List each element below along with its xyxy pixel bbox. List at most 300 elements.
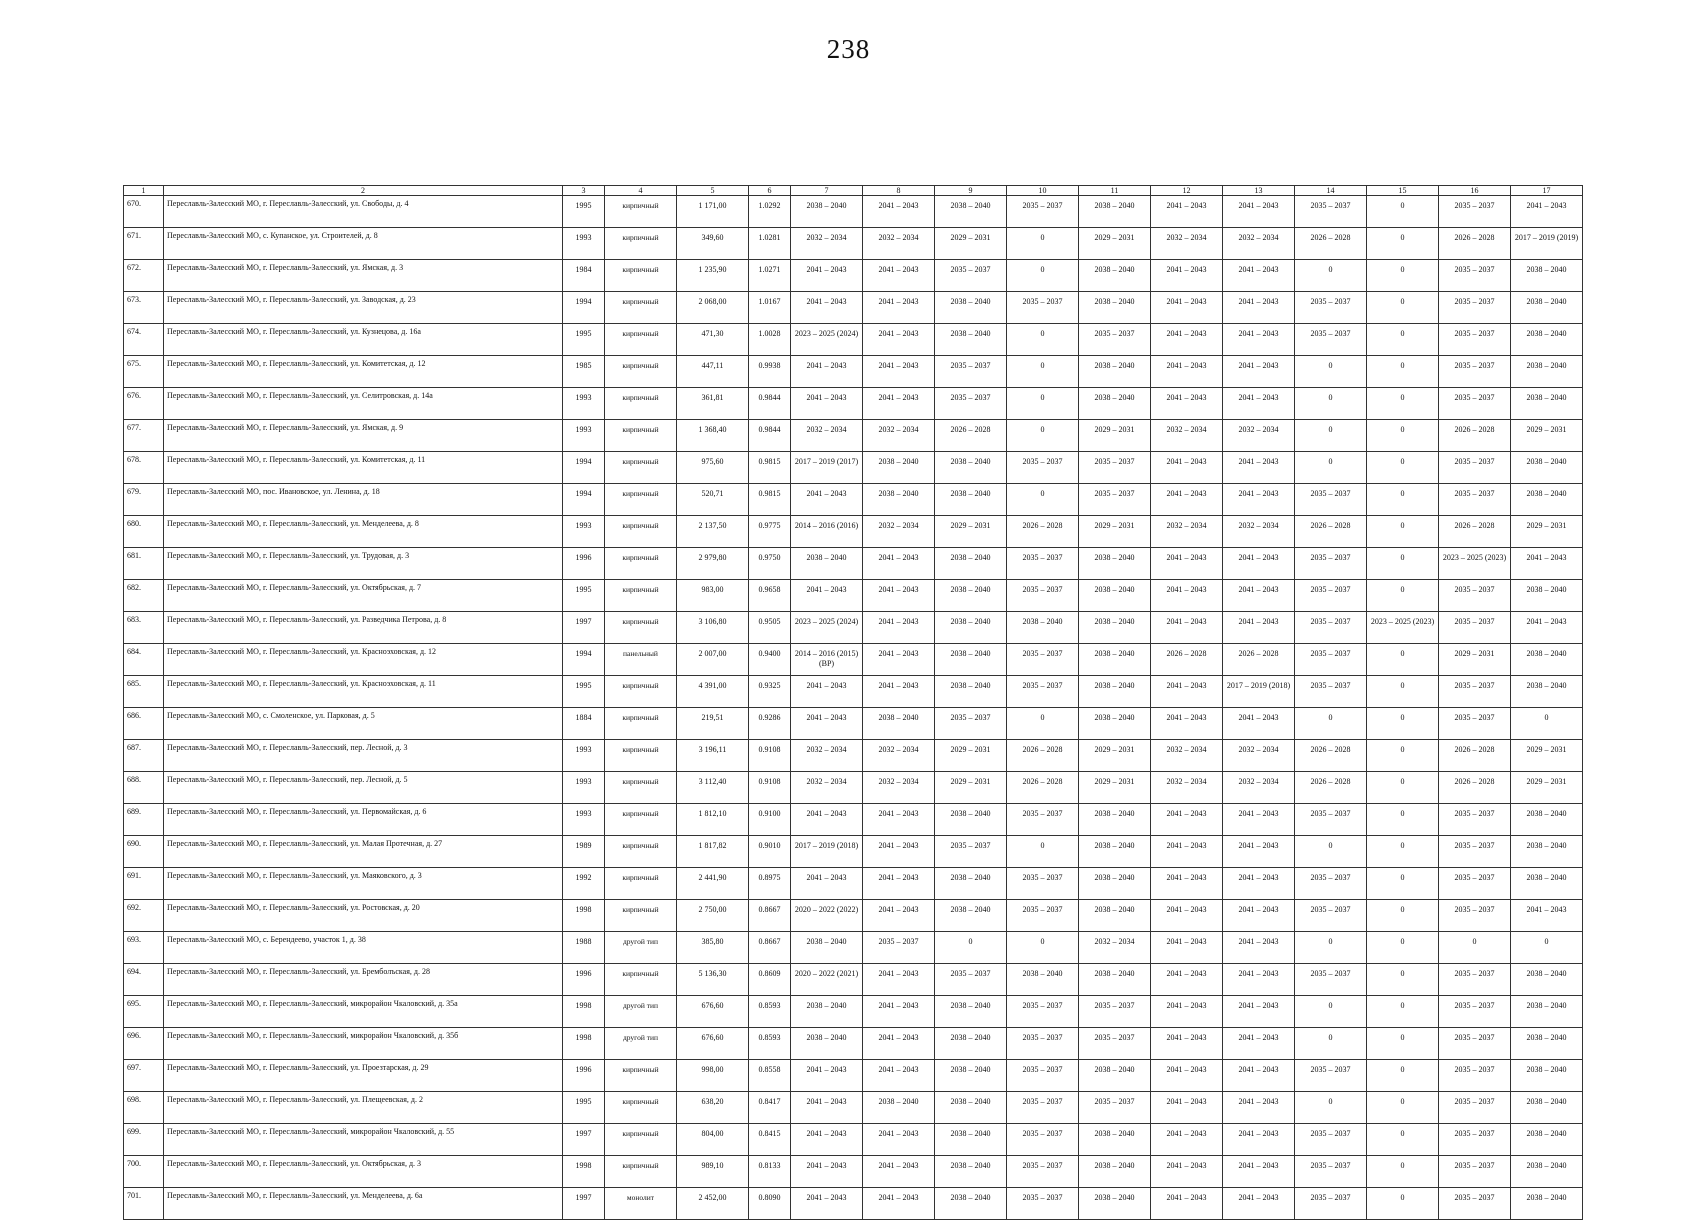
address-cell: Переславль-Залесский МО, г. Переславль-Залесский, ул. Бремболъская, д. 28 [164,964,563,996]
table-cell: 2029 – 2031 [1079,740,1151,772]
table-cell: 2038 – 2040 [1079,964,1151,996]
table-cell: 0.8090 [749,1188,791,1220]
column-header: 17 [1511,186,1583,196]
table-cell: 2038 – 2040 [863,452,935,484]
table-cell: 0 [1439,932,1511,964]
table-cell: 2041 – 2043 [1151,260,1223,292]
table-cell: 2038 – 2040 [1079,292,1151,324]
table-cell: 2041 – 2043 [1223,1092,1295,1124]
table-cell: 2041 – 2043 [1151,612,1223,644]
table-cell: 1.0271 [749,260,791,292]
housing-table [123,185,1583,1220]
table-cell: кирпичный [605,356,677,388]
table-cell: 2035 – 2037 [1439,964,1511,996]
table-cell: 2041 – 2043 [1223,1060,1295,1092]
table-cell: 2041 – 2043 [1223,804,1295,836]
table-cell: 2038 – 2040 [1079,388,1151,420]
table-cell: 349,60 [677,228,749,260]
table-cell: кирпичный [605,228,677,260]
table-cell: 2035 – 2037 [1295,1156,1367,1188]
row-number: 677. [124,420,164,452]
row-number: 683. [124,612,164,644]
table-cell: 2041 – 2043 [1151,1156,1223,1188]
table-cell: 2035 – 2037 [1439,484,1511,516]
row-number: 687. [124,740,164,772]
table-cell: 2029 – 2031 [1079,228,1151,260]
table-cell: 2038 – 2040 [1079,868,1151,900]
table-cell: 2041 – 2043 [863,324,935,356]
table-cell: 1997 [563,1188,605,1220]
table-cell: 2023 – 2025 (2023) [1367,612,1439,644]
table-cell: 0 [1511,932,1583,964]
table-cell: панельный [605,644,677,676]
table-cell: 2038 – 2040 [1079,676,1151,708]
table-cell: 2035 – 2037 [935,356,1007,388]
table-cell: 2038 – 2040 [1079,644,1151,676]
table-cell: 2032 – 2034 [1151,772,1223,804]
table-cell: 2038 – 2040 [935,900,1007,932]
address-cell: Переславль-Залесский МО, г. Переславль-Залесский, ул. Красноэховская, д. 11 [164,676,563,708]
table-cell: 2038 – 2040 [935,612,1007,644]
table-cell: 0 [1367,228,1439,260]
row-number: 701. [124,1188,164,1220]
table-cell: 2041 – 2043 [1223,900,1295,932]
table-cell: 2032 – 2034 [1223,740,1295,772]
address-cell: Переславль-Залесский МО, г. Переславль-Залесский, ул. Проезтарская, д. 29 [164,1060,563,1092]
table-cell: 0 [1367,740,1439,772]
table-cell: 0 [1367,292,1439,324]
row-number: 686. [124,708,164,740]
table-cell: 0 [1367,1124,1439,1156]
column-header: 8 [863,186,935,196]
table-cell: 0 [1295,932,1367,964]
table-cell: 1998 [563,900,605,932]
table-cell: 2041 – 2043 [791,708,863,740]
table-cell: 2041 – 2043 [863,1060,935,1092]
table-cell: 2038 – 2040 [935,1188,1007,1220]
table-cell: 2032 – 2034 [1223,516,1295,548]
table-cell: 2041 – 2043 [1223,292,1295,324]
table-cell: кирпичный [605,516,677,548]
column-header: 15 [1367,186,1439,196]
table-cell: 0 [1295,452,1367,484]
table-cell: 2038 – 2040 [935,1156,1007,1188]
table-cell: 2041 – 2043 [863,900,935,932]
table-row [124,452,1583,484]
table-cell: 2041 – 2043 [863,836,935,868]
table-cell: 2038 – 2040 [791,932,863,964]
address-cell: Переславль-Залесский МО, г. Переславль-Залесский, ул. Комитетская, д. 12 [164,356,563,388]
table-cell: 2041 – 2043 [1223,1188,1295,1220]
address-cell: Переславль-Залесский МО, г. Переславль-Залесский, ул. Селитровская, д. 14а [164,388,563,420]
table-row [124,548,1583,580]
table-cell: 1993 [563,772,605,804]
table-cell: 2035 – 2037 [1007,868,1079,900]
table-cell: 0 [1295,356,1367,388]
table-cell: кирпичный [605,196,677,228]
table-row [124,388,1583,420]
table-cell: 2041 – 2043 [1151,676,1223,708]
table-cell: 2032 – 2034 [863,228,935,260]
table-cell: 0.8609 [749,964,791,996]
table-cell: 2035 – 2037 [1007,1028,1079,1060]
address-cell: Переславль-Залесский МО, г. Переславль-Залесский, ул. Плещеевская, д. 2 [164,1092,563,1124]
table-cell: 2035 – 2037 [1007,580,1079,612]
table-cell: 2041 – 2043 [1223,484,1295,516]
table-cell: 0 [1367,356,1439,388]
table-cell: 2041 – 2043 [1151,1060,1223,1092]
table-cell: 2041 – 2043 [1151,196,1223,228]
table-cell: 1984 [563,260,605,292]
table-cell: 1995 [563,196,605,228]
table-cell: 2029 – 2031 [935,228,1007,260]
table-cell: 2041 – 2043 [1223,868,1295,900]
table-cell: 2041 – 2043 [863,1028,935,1060]
table-cell: 2038 – 2040 [863,484,935,516]
row-number: 697. [124,1060,164,1092]
table-cell: 0.9100 [749,804,791,836]
table-cell: 2026 – 2028 [1295,516,1367,548]
table-cell: 2041 – 2043 [791,260,863,292]
address-cell: Переславль-Залесский МО, г. Переславль-Залесский, ул. Менделеева, д. 8 [164,516,563,548]
table-cell: 2038 – 2040 [1079,1188,1151,1220]
table-cell: 2035 – 2037 [1295,292,1367,324]
table-cell: 1 812,10 [677,804,749,836]
table-cell: 0.9108 [749,772,791,804]
table-cell: 0 [1295,996,1367,1028]
table-cell: 638,20 [677,1092,749,1124]
table-cell: 2041 – 2043 [1223,324,1295,356]
address-cell: Переславль-Залесский МО, г. Переславль-Залесский, ул. Ямская, д. 9 [164,420,563,452]
table-cell: 0 [1295,1028,1367,1060]
table-cell: 2041 – 2043 [1151,1028,1223,1060]
table-cell: 0 [1367,388,1439,420]
table-cell: 2038 – 2040 [1511,388,1583,420]
table-cell: 0 [1367,964,1439,996]
table-cell: 1 235,90 [677,260,749,292]
table-row [124,356,1583,388]
table-cell: 2026 – 2028 [1007,740,1079,772]
table-row [124,708,1583,740]
table-cell: 2038 – 2040 [791,996,863,1028]
table-cell: 0 [1367,548,1439,580]
table-body [124,186,1583,1220]
table-cell: 2041 – 2043 [863,196,935,228]
table-cell: 2035 – 2037 [1079,1028,1151,1060]
table-cell: 447,11 [677,356,749,388]
table-cell: 1884 [563,708,605,740]
table-cell: 0 [1367,868,1439,900]
address-cell: Переславль-Залесский МО, г. Переславль-Залесский, ул. Менделеева, д. 6а [164,1188,563,1220]
table-row [124,644,1583,676]
table-cell: 2041 – 2043 [1151,1188,1223,1220]
table-cell: кирпичный [605,260,677,292]
table-cell: 5 136,30 [677,964,749,996]
table-cell: 2035 – 2037 [1439,900,1511,932]
row-number: 688. [124,772,164,804]
table-cell: 2041 – 2043 [863,1156,935,1188]
table-cell: 0 [1367,708,1439,740]
table-cell: 2032 – 2034 [863,516,935,548]
table-cell: 2041 – 2043 [1151,932,1223,964]
table-cell: 2038 – 2040 [1511,292,1583,324]
column-header: 16 [1439,186,1511,196]
table-cell: 0.8415 [749,1124,791,1156]
table-cell: кирпичный [605,388,677,420]
row-number: 689. [124,804,164,836]
table-cell: 2029 – 2031 [1079,420,1151,452]
table-cell: 0 [1367,196,1439,228]
table-cell: 2035 – 2037 [1007,900,1079,932]
table-cell: 2041 – 2043 [1151,452,1223,484]
table-cell: 0.8975 [749,868,791,900]
table-cell: 0 [1367,996,1439,1028]
table-cell: 2032 – 2034 [1151,420,1223,452]
table-cell: 2035 – 2037 [1439,676,1511,708]
table-cell: 2038 – 2040 [935,580,1007,612]
table-cell: 2035 – 2037 [1079,452,1151,484]
table-cell: 2038 – 2040 [1511,580,1583,612]
table-cell: 2 068,00 [677,292,749,324]
table-cell: 2038 – 2040 [1079,1156,1151,1188]
table-cell: 0.8558 [749,1060,791,1092]
table-cell: кирпичный [605,804,677,836]
table-cell: 2029 – 2031 [1511,420,1583,452]
table-cell: 2035 – 2037 [935,708,1007,740]
table-cell: 2041 – 2043 [791,388,863,420]
table-cell: 2029 – 2031 [935,772,1007,804]
table-cell: 0 [1367,900,1439,932]
table-row [124,964,1583,996]
table-cell: 0 [1367,772,1439,804]
table-cell: 2041 – 2043 [791,1060,863,1092]
table-cell: 2041 – 2043 [1223,612,1295,644]
table-cell: 2035 – 2037 [1439,580,1511,612]
table-cell: 2041 – 2043 [863,612,935,644]
table-cell: 2023 – 2025 (2024) [791,612,863,644]
table-cell: 3 106,80 [677,612,749,644]
table-row [124,516,1583,548]
table-cell: 2035 – 2037 [1295,484,1367,516]
table-cell: 2041 – 2043 [863,388,935,420]
table-cell: 2041 – 2043 [1151,324,1223,356]
address-cell: Переславль-Залесский МО, г. Переславль-Залесский, ул. Малая Протечная, д. 27 [164,836,563,868]
column-header: 12 [1151,186,1223,196]
table-cell: 0.9844 [749,388,791,420]
table-cell: 2038 – 2040 [1079,548,1151,580]
table-cell: 2041 – 2043 [791,868,863,900]
table-cell: 2038 – 2040 [1079,580,1151,612]
table-cell: 2041 – 2043 [863,964,935,996]
table-cell: 2026 – 2028 [1439,772,1511,804]
table-cell: 2038 – 2040 [1511,868,1583,900]
table-cell: 2 979,80 [677,548,749,580]
table-cell: 0 [1295,388,1367,420]
table-cell: 1995 [563,580,605,612]
table-cell: 2017 – 2019 (2017) [791,452,863,484]
table-row [124,676,1583,708]
table-cell: 2041 – 2043 [863,356,935,388]
table-cell: кирпичный [605,452,677,484]
table-cell: 2026 – 2028 [935,420,1007,452]
table-cell: 2035 – 2037 [1079,1092,1151,1124]
table-cell: 2038 – 2040 [1511,1092,1583,1124]
table-cell: 1997 [563,1124,605,1156]
table-cell: 2032 – 2034 [1223,772,1295,804]
table-cell: 361,81 [677,388,749,420]
table-cell: кирпичный [605,676,677,708]
table-cell: 2029 – 2031 [935,516,1007,548]
table-cell: 2035 – 2037 [935,388,1007,420]
table-cell: 2032 – 2034 [1151,740,1223,772]
table-cell: 2041 – 2043 [791,356,863,388]
row-number: 674. [124,324,164,356]
address-cell: Переславль-Залесский МО, г. Переславль-Залесский, ул. Красноэховская, д. 12 [164,644,563,676]
table-cell: 2035 – 2037 [1007,1124,1079,1156]
table-cell: 0.8667 [749,932,791,964]
table-cell: 2026 – 2028 [1439,740,1511,772]
table-cell: 2035 – 2037 [1007,1156,1079,1188]
table-cell: 2038 – 2040 [1511,676,1583,708]
table-cell: 2023 – 2025 (2024) [791,324,863,356]
table-cell: 2 441,90 [677,868,749,900]
address-cell: Переславль-Залесский МО, г. Переславль-Залесский, ул. Маяковского, д. 3 [164,868,563,900]
row-number: 682. [124,580,164,612]
row-number: 680. [124,516,164,548]
table-cell: 0 [1367,1188,1439,1220]
table-cell: 983,00 [677,580,749,612]
table-cell: 2035 – 2037 [1439,612,1511,644]
table-cell: 0.8593 [749,1028,791,1060]
table-cell: 804,00 [677,1124,749,1156]
column-header: 9 [935,186,1007,196]
column-header: 4 [605,186,677,196]
table-row [124,1028,1583,1060]
table-cell: 0 [1007,324,1079,356]
table-cell: 0.9815 [749,452,791,484]
table-cell: 2041 – 2043 [1223,388,1295,420]
table-cell: 0.9325 [749,676,791,708]
table-row [124,324,1583,356]
row-number: 691. [124,868,164,900]
table-cell: 2035 – 2037 [1295,964,1367,996]
table-cell: 2038 – 2040 [1511,996,1583,1028]
table-row [124,772,1583,804]
table-cell: 2 452,00 [677,1188,749,1220]
table-cell: 2041 – 2043 [791,1156,863,1188]
table-cell: кирпичный [605,1156,677,1188]
table-cell: 2032 – 2034 [1151,228,1223,260]
table-cell: 2041 – 2043 [1223,932,1295,964]
table-cell: 1988 [563,932,605,964]
table-cell: 1994 [563,452,605,484]
table-cell: кирпичный [605,548,677,580]
table-row [124,580,1583,612]
address-cell: Переславль-Залесский МО, г. Переславль-Залесский, ул. Комитетская, д. 11 [164,452,563,484]
table-cell: 2035 – 2037 [1079,484,1151,516]
table-cell: 2035 – 2037 [1007,1092,1079,1124]
row-number: 670. [124,196,164,228]
table-row [124,900,1583,932]
table-cell: 2041 – 2043 [863,292,935,324]
table-cell: 2 007,00 [677,644,749,676]
table-cell: 2032 – 2034 [863,420,935,452]
table-cell: 2041 – 2043 [1223,1124,1295,1156]
table-cell: 2041 – 2043 [1223,964,1295,996]
table-cell: 219,51 [677,708,749,740]
table-cell: кирпичный [605,740,677,772]
table-cell: 0 [1007,708,1079,740]
table-cell: 2041 – 2043 [791,292,863,324]
address-cell: Переславль-Залесский МО, пос. Ивановское, ул. Ленина, д. 18 [164,484,563,516]
table-cell: 0 [1367,516,1439,548]
table-cell: 2035 – 2037 [1295,324,1367,356]
table-cell: 2041 – 2043 [863,644,935,676]
table-cell: 1993 [563,420,605,452]
table-cell: кирпичный [605,324,677,356]
row-number: 675. [124,356,164,388]
table-cell: 1 817,82 [677,836,749,868]
row-number: 693. [124,932,164,964]
table-cell: 0 [1367,580,1439,612]
table-cell: 2026 – 2028 [1151,644,1223,676]
table-cell: 0 [1367,1156,1439,1188]
table-cell: кирпичный [605,772,677,804]
table-cell: 2038 – 2040 [863,1092,935,1124]
row-number: 695. [124,996,164,1028]
table-cell: 2041 – 2043 [863,868,935,900]
table-cell: кирпичный [605,292,677,324]
table-cell: 2035 – 2037 [1295,612,1367,644]
address-cell: Переславль-Залесский МО, г. Переславль-Залесский, ул. Свободы, д. 4 [164,196,563,228]
table-cell: 2038 – 2040 [935,676,1007,708]
table-cell: другой тип [605,1028,677,1060]
table-cell: 2035 – 2037 [1007,1188,1079,1220]
table-cell: 2041 – 2043 [791,804,863,836]
address-cell: Переславль-Залесский МО, г. Переславль-Залесский, ул. Ямская, д. 3 [164,260,563,292]
table-cell: 1.0281 [749,228,791,260]
table-cell: 2041 – 2043 [1223,580,1295,612]
table-cell: 2041 – 2043 [1511,196,1583,228]
table-cell: 0 [1007,260,1079,292]
table-row [124,996,1583,1028]
table-cell: кирпичный [605,1060,677,1092]
table-cell: 2035 – 2037 [1439,1188,1511,1220]
table-cell: 2035 – 2037 [1439,260,1511,292]
address-cell: Переславль-Залесский МО, г. Переславль-Залесский, ул. Октябрьская, д. 3 [164,1156,563,1188]
address-cell: Переславль-Залесский МО, г. Переславль-Залесский, ул. Разведчика Петрова, д. 8 [164,612,563,644]
table-cell: 2038 – 2040 [1079,804,1151,836]
table-cell: 1992 [563,868,605,900]
table-cell: 1995 [563,1092,605,1124]
table-row [124,612,1583,644]
table-cell: 2035 – 2037 [1295,1060,1367,1092]
table-cell: 1985 [563,356,605,388]
table-cell: 0.9938 [749,356,791,388]
table-cell: 1998 [563,1156,605,1188]
table-cell: 2038 – 2040 [1511,484,1583,516]
address-cell: Переславль-Залесский МО, с. Купанское, ул. Строителей, д. 8 [164,228,563,260]
table-cell: 2029 – 2031 [1079,516,1151,548]
table-cell: 2035 – 2037 [1007,452,1079,484]
table-cell: 1993 [563,740,605,772]
table-cell: 2035 – 2037 [1439,196,1511,228]
table-cell: 385,80 [677,932,749,964]
table-cell: 2038 – 2040 [1511,260,1583,292]
table-cell: 2035 – 2037 [1439,292,1511,324]
table-row [124,1060,1583,1092]
table-cell: 2038 – 2040 [863,708,935,740]
